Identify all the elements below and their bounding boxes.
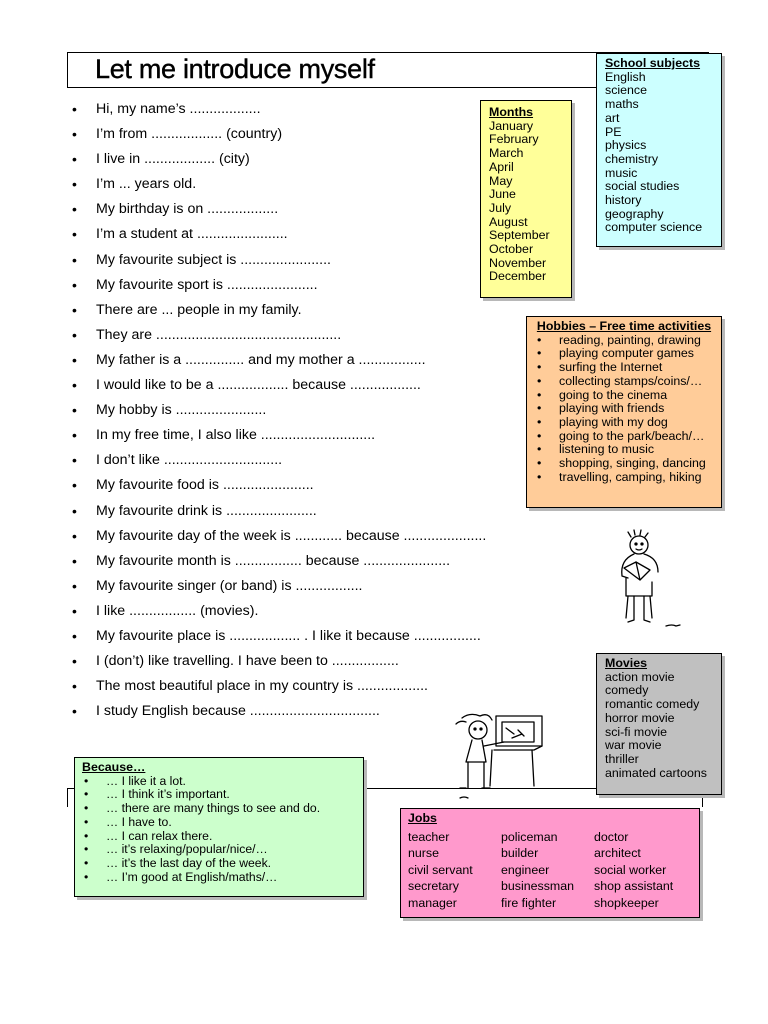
list-item: • I (don’t) like travelling. I have been to ................. bbox=[72, 649, 486, 674]
list-item: • playing with friends bbox=[535, 402, 721, 416]
list-item: May bbox=[489, 173, 513, 188]
job-item: secretary bbox=[408, 879, 459, 894]
list-item: chemistry bbox=[605, 151, 659, 166]
list-item: • Hi, my name’s .................. bbox=[72, 97, 486, 122]
months-box bbox=[480, 100, 572, 298]
computer-child-illustration bbox=[452, 710, 552, 802]
sentence-list bbox=[72, 97, 486, 724]
list-item: • collecting stamps/coins/… bbox=[535, 375, 721, 389]
because-list bbox=[82, 775, 363, 885]
because-heading: Because… bbox=[82, 760, 146, 774]
job-item: engineer bbox=[501, 862, 550, 877]
list-item: • going to the park/beach/… bbox=[535, 430, 721, 444]
months-heading: Months bbox=[489, 105, 534, 119]
hobbies-box bbox=[526, 316, 722, 508]
list-item: • I’m from .................. (country) bbox=[72, 122, 486, 147]
list-item: maths bbox=[605, 97, 639, 112]
job-item: businessman bbox=[501, 879, 575, 894]
list-item: • My hobby is ....................... bbox=[72, 398, 486, 423]
months-list bbox=[489, 120, 571, 284]
list-item: February bbox=[489, 132, 539, 147]
hobbies-heading: Hobbies – Free time activities bbox=[536, 319, 712, 333]
list-item: • My favourite day of the week is ............ because ..................... bbox=[72, 524, 486, 549]
list-item: • There are ... people in my family. bbox=[72, 298, 486, 323]
job-item: fire fighter bbox=[501, 895, 557, 910]
list-item: • I like ................. (movies). bbox=[72, 599, 486, 624]
list-item: • shopping, singing, dancing bbox=[535, 457, 721, 471]
movies-box bbox=[596, 653, 722, 795]
list-item: August bbox=[489, 214, 528, 229]
job-item: manager bbox=[408, 895, 457, 910]
job-item: social worker bbox=[594, 862, 667, 877]
list-item: • In my free time, I also like ............................. bbox=[72, 423, 486, 448]
because-box bbox=[74, 757, 364, 897]
list-item: • … it’s the last day of the week. bbox=[82, 857, 363, 871]
jobs-heading: Jobs bbox=[408, 811, 437, 825]
job-item: builder bbox=[501, 846, 539, 861]
movies-list bbox=[605, 671, 721, 781]
list-item: • My favourite food is ....................... bbox=[72, 473, 486, 498]
list-item: • The most beautiful place in my country is .................. bbox=[72, 674, 486, 699]
list-item: • travelling, camping, hiking bbox=[535, 471, 721, 485]
list-item: • I don’t like .............................. bbox=[72, 448, 486, 473]
jobs-box bbox=[400, 808, 700, 918]
list-item: • My favourite sport is ....................... bbox=[72, 273, 486, 298]
reading-child-illustration bbox=[604, 528, 694, 632]
list-item: • … I like it a lot. bbox=[82, 775, 363, 789]
list-item: • I would like to be a .................. because .................. bbox=[72, 373, 486, 398]
list-item: • playing with my dog bbox=[535, 416, 721, 430]
jobs-grid bbox=[408, 829, 699, 912]
list-item: • I’m ... years old. bbox=[72, 172, 486, 197]
list-item: • … there are many things to see and do. bbox=[82, 802, 363, 816]
school-subjects-heading: School subjects bbox=[605, 56, 701, 70]
job-item: civil servant bbox=[408, 862, 473, 877]
list-item: • … I have to. bbox=[82, 816, 363, 830]
list-item: • My birthday is on .................. bbox=[72, 197, 486, 222]
list-item: • I study English because ................................. bbox=[72, 699, 486, 724]
list-item: science bbox=[605, 83, 648, 98]
list-item: art bbox=[605, 110, 620, 125]
list-item: • I live in .................. (city) bbox=[72, 147, 486, 172]
list-item: social studies bbox=[605, 179, 680, 194]
job-item: doctor bbox=[594, 829, 629, 844]
job-item: teacher bbox=[408, 829, 450, 844]
list-item: • My favourite singer (or band) is ................. bbox=[72, 574, 486, 599]
list-item: March bbox=[489, 146, 524, 161]
movies-heading: Movies bbox=[605, 656, 648, 670]
list-item: • My favourite drink is ....................... bbox=[72, 499, 486, 524]
list-item: • surfing the Internet bbox=[535, 361, 721, 375]
list-item: • … I think it’s important. bbox=[82, 788, 363, 802]
job-item: policeman bbox=[501, 829, 558, 844]
list-item: comedy bbox=[605, 683, 649, 698]
list-item: • They are ............................................... bbox=[72, 323, 486, 348]
school-subjects-list bbox=[605, 71, 721, 235]
list-item: PE bbox=[605, 124, 622, 139]
list-item: war movie bbox=[605, 738, 662, 753]
list-item: geography bbox=[605, 206, 664, 221]
list-item: history bbox=[605, 193, 642, 208]
job-item: nurse bbox=[408, 846, 439, 861]
list-item: July bbox=[489, 200, 512, 215]
list-item: physics bbox=[605, 138, 647, 153]
list-item: January bbox=[489, 118, 534, 133]
list-item: November bbox=[489, 255, 547, 270]
list-item: • listening to music bbox=[535, 443, 721, 457]
list-item: animated cartoons bbox=[605, 765, 707, 780]
list-item: April bbox=[489, 159, 514, 174]
list-item: December bbox=[489, 269, 547, 284]
page-title: Let me introduce myself bbox=[95, 54, 375, 84]
list-item: • My favourite month is ................. because ...................... bbox=[72, 549, 486, 574]
list-item: horror movie bbox=[605, 710, 675, 725]
job-item: shopkeeper bbox=[594, 895, 659, 910]
list-item: • My favourite place is .................. . I like it because ................. bbox=[72, 624, 486, 649]
list-item: thriller bbox=[605, 751, 639, 766]
list-item: September bbox=[489, 228, 550, 243]
list-item: • … it’s relaxing/popular/nice/… bbox=[82, 843, 363, 857]
list-item: • … I’m good at English/maths/… bbox=[82, 871, 363, 885]
list-item: music bbox=[605, 165, 638, 180]
list-item: action movie bbox=[605, 669, 675, 684]
list-item: • I’m a student at ....................... bbox=[72, 222, 486, 247]
school-subjects-box bbox=[596, 53, 722, 247]
list-item: • reading, painting, drawing bbox=[535, 334, 721, 348]
list-item: romantic comedy bbox=[605, 697, 700, 712]
job-item: shop assistant bbox=[594, 879, 674, 894]
list-item: computer science bbox=[605, 220, 703, 235]
list-item: • playing computer games bbox=[535, 347, 721, 361]
job-item: architect bbox=[594, 846, 641, 861]
list-item: • My father is a ............... and my mother a ................. bbox=[72, 348, 486, 373]
list-item: • My favourite subject is ....................... bbox=[72, 248, 486, 273]
list-item: June bbox=[489, 187, 516, 202]
list-item: October bbox=[489, 242, 534, 257]
list-item: English bbox=[605, 69, 646, 84]
list-item: • … I can relax there. bbox=[82, 830, 363, 844]
hobbies-list bbox=[535, 334, 721, 485]
list-item: sci-fi movie bbox=[605, 724, 667, 739]
list-item: • going to the cinema bbox=[535, 389, 721, 403]
